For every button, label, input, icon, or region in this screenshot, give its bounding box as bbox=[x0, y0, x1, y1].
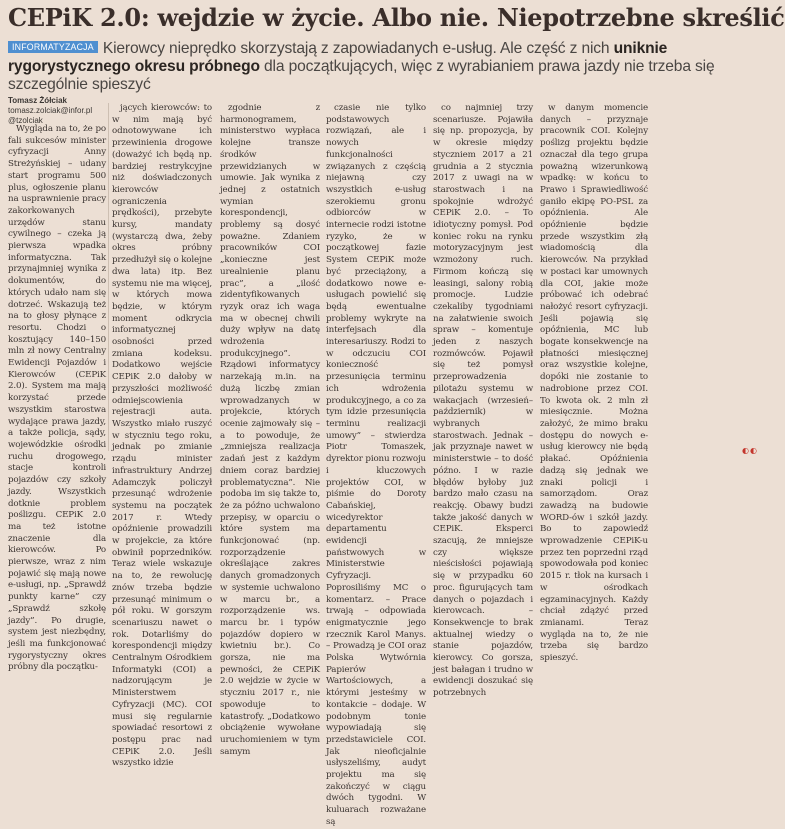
author-handle: @tzolciak bbox=[8, 116, 43, 125]
lead-bold: uniknie rygorystycznego okresu próbnego bbox=[8, 40, 668, 75]
column-text: czasie nie tylko podstawowych rozwiązań, ale i nowych funkcjonalności związanych z częścią niejawną czy wszystkich e-usług szerokiemu gronu odbiorców w internecie rodzi istotne ryzyko, że w początkowej fazie System CEPiK może być przeciążony, a dodatkowo nowe e-usługach powielić się będą ewentualne problemy wykryte na interfejsach dla interesariuszy. Rodzi to w odczuciu COI konieczność przesunięcia terminu ich wdrożenia produkcyjnego, a co za tym idzie przesunięcia terminu realizacji umowy” – stwierdza Piotr Tomaszek, dyrektor pionu rozwoju i kluczowych projektów COI, w piśmie do Doroty Cabańskiej, wicedyrektor departamentu ewidencji państwowych w Ministerstwie Cyfryzacji. Poprosiliśmy MC o komentarz. – Prace trwają – odpowiada enigmatycznie jego rzecznik Karol Manys. – Prowadzą je COI oraz Polska Wytwórnia Papierów Wartościowych, a którymi jesteśmy w kontakcie – dodaje. W podobnym tonie wypowiadają się przedstawiciele COI. Jak nieoficjalnie usłyszeliśmy, audyt projektu ma się zakończyć w ciągu dwóch tygodni. W kuluarach rozważane są bbox=[326, 103, 426, 827]
column-text: Wygląda na to, że po fali sukcesów minister cyfryzacji Anny Streżyńskiej – udany start programu 500 plus, ogłoszenie planu na usprawnienie pracy zakorkowanych urzędów stanu cywilnego – czeka ją pierwsza wpadka informatyczna. Tak przynajmniej wynika z dokumentów, do których udało nam się dotrzeć. Wskazują też na to głosy płynące z resortu. Chodzi o kosztujący 140–150 mln zł nowy Centralny Ewidencji Pojazdów i Kierowców (CEPiK 2.0). System ma mają korzystać przede wszystkim starostwa wydające prawa jazdy, a także policja, sądy, wojewódzkie ośrodki ruchu drogowego, stacje kontroli pojazdów czy szkoły jazdy. Wszystkich dotknie problem poślizgu. CEPiK 2.0 ma też istotne znaczenie dla kierowców. Po pierwsze, wraz z nim pojawić się mają nowe e-usługi, np. „Sprawdź punkty karne” czy „Sprawdź szkołę jazdy”. Po drugie, system jest niezbędny, jeśli ma funkcjonować rygorystyczny okres próbny dla początku- bbox=[8, 124, 106, 673]
lead-paragraph bbox=[8, 40, 758, 93]
column-text: zgodnie z harmonogramem, ministerstwo wypłaca kolejne transze środków przewidzianych w umowie. Jak wynika z jednej z ostatnich wymian korespondencji, problemy są dosyć poważne. Zdaniem pracowników COI „konieczne jest urealnienie planu prac”, a „ilość zidentyfikowanych ryzyk oraz ich waga ma w obecnej chwili duży wpływ na datę wdrożenia produkcyjnego”. Rządowi informatycy narzekają m.in. na dużą liczbę zmian wprowadzanych w projekcie, których ocenie zajmowały się – a to powoduje, że „zmniejsza realizacja zadań jest z każdym dniem coraz bardziej problematyczna”. Nie podoba im się także to, że za późno uchwalono przepisy, w oparciu o które system ma funkcjonować (np. rozporządzenie określające zakres danych gromadzonych w systemie uchwalono w marcu br., a rozporządzenie ws. marcu br. i typów pojazdów dopiero w kwietniu br.). Co gorsza, nie ma pewności, że CEPiK 2.0 wejdzie w życie w styczniu 2017 r., nie spowoduje to katastrofy. „Dodatkowo obciążenie wywołane uruchomieniem w tym samym bbox=[220, 103, 320, 757]
headline: CEPiK 2.0: wejdzie w życie. Albo nie. Niepotrzebne skreślić bbox=[8, 3, 785, 32]
article-column-5 bbox=[433, 103, 533, 699]
column-text: w danym momencie danych – przyznaje pracownik COI. Kolejny poślizg projektu będzie oznaczał dla tego grupa poważną wizerunkową wpadkę: w końcu to Prawo i Sprawiedliwość ganiło ekipę PO-PSL za opóźnienia. Ale opóźnienie będzie przede wszystkim złą wiadomością dla kierowców. Na przykład w postaci kar umownych dla COI, jakie może próbować ich odebrać nałożyć resort cyfryzacji. Jeśli pojawią się opóźnienia, MC lub bogate konsekwencje na płatności miesięcznej oraz wszystkie kolejne, dopóki nie zostanie to nadrobione przez COI. To kwota ok. 2 mln zł miesięcznie. Można założyć, że mimo braku dostępu do nowych e-usług kierowcy nie będą płakać. Opóźnienia dadzą się jednak we znaki policji i samorządom. Oraz zawadzą na budowie WORD-ów i szkół jazdy. Bo to zapowiedź wprowadzenie CEPiK-u przez ten poprzedni rząd spowodowała pod koniec 2015 r. tłok na kursach i w ośrodkach egzaminacyjnych. Każdy chciał zdążyć przed zmianami. Teraz wygląda na to, że nie trzeba się bardzo spieszyć. bbox=[540, 103, 648, 664]
article-column-6 bbox=[540, 103, 648, 664]
section-tag: INFORMATYZACJA bbox=[8, 41, 98, 53]
author-email: tomasz.zolciak@infor.pl bbox=[8, 106, 93, 115]
author-name: Tomasz Żółciak bbox=[8, 96, 67, 105]
lead-text-2: dla początkujących, więc z wyrabianiem prawa jazdy nie trzeba się szczególnie spieszyć bbox=[8, 58, 715, 93]
article-column-4 bbox=[326, 103, 426, 827]
article-column-1 bbox=[8, 124, 106, 673]
column-text: co najmniej trzy scenariusze. Pojawiła się np. propozycja, by w okresie między styczniem 2017 a 21 grudnia a 2 stycznia 2017 z uwagi na w starostwach i na spokojnie wdrożyć CEPiK 2.0. – To idiotyczny pomysł. Pod koniec roku na rynku motoryzacyjnym jest wzmożony ruch. Firmom kończą się leasingi, salony robią promocje. Ludzie czekaliby tygodniami na załatwienie swoich spraw – komentuje jeden z naszych rozmówców. Pojawił się też pomysł przeprowadzenia pilotażu systemu w wakacjach (wrzesień–październik) w wybranych starostwach. Jednak – jak przyznaje nawet w ministerstwie – to dość późno. I w razie błędów byłoby już bardzo mało czasu na reakcję. Obawy budzi także jakość danych w CEPiK. Eksperci szacują, że mniejsze czy większe nieścisłości pojawiają się w przypadku 60 proc. figurujących tam danych o pojazdach i kierowcach. – Konsekwencje to brak aktualnej wiedzy o stanie pojazdów, kierowcy. Co gorsza, jest bałagan i trudno w ewidencji doszukać się potrzebnych bbox=[433, 103, 533, 699]
end-mark: ◐◐ bbox=[742, 446, 758, 455]
article-column-2 bbox=[112, 103, 212, 769]
article-column-3 bbox=[220, 103, 320, 757]
lead-text-1: Kierowcy nieprędko skorzystają z zapowiadanych e-usług. Ale część z nich bbox=[102, 40, 614, 57]
column-text: jących kierowców: to w nim mają być odnotowywane ich przewinienia drogowe (doważyć ich będą np. bardziej restrykcyjne niż doświadczonych kierowców ograniczenia prędkości), przebyte kursy, mandaty (wystarczą dwa, żeby okres próbny przedłużył się o kolejne dwa lata) itp. Bez systemu nie ma więcej, w których mowa będzie, w którym moment odkrycia informatycznej osobności przed zmiana kodeksu. Dodatkowo wejście CEPiK 2.0 dałoby w przyszłości możliwość odmiejscowienia rejestracji auta. Wszystko miało ruszyć w styczniu tego roku, jednak po zmianie rządu minister infrastruktury Andrzej Adamczyk policzył przesunąć wdrożenie systemu na początek 2017 r. Wtedy opóźnienie prowadzili w projekcie, za które obwinił poprzedników. Teraz wiele wskazuje na to, że rewolucję znów trzeba będzie przesunąć minimum o pół roku. W gorszym scenariuszu nawet o rok. Dotarliśmy do korespondencji między Centralnym Ośrodkiem Informatyki (COI) a nadzorującym je Ministerstwem Cyfryzacji (MC). COI musi się regularnie spowiadać resortowi z postępu prac nad CEPiK 2.0. Jeśli wszystko idzie bbox=[112, 103, 212, 769]
byline bbox=[8, 96, 118, 126]
column-divider bbox=[108, 103, 109, 451]
